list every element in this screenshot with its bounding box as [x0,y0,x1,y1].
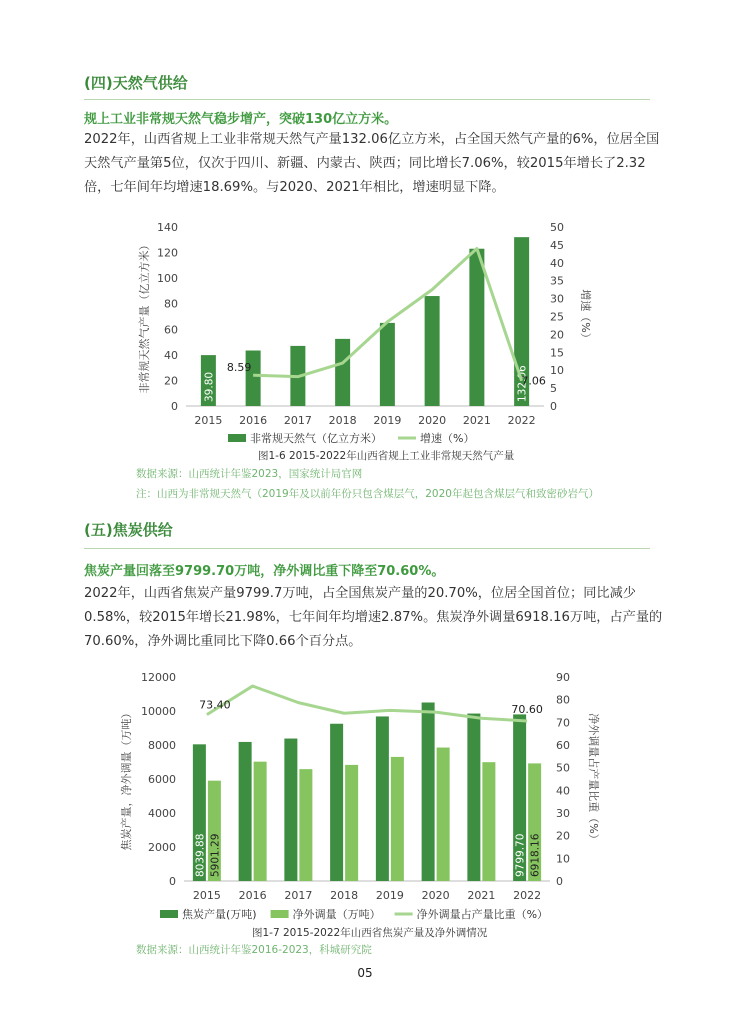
paragraph-line: 倍，七年间年均增速18.69%。与2020、2021年相比，增速明显下降。 [84,180,505,195]
bar [330,724,343,881]
y-right-tick-label: 50 [556,761,570,775]
bar [345,765,358,881]
x-tick-label: 2018 [328,414,357,427]
x-tick-label: 2015 [192,889,221,902]
x-tick-label: 2020 [418,414,447,427]
legend-swatch [160,910,178,918]
section-heading: (五)焦炭供给 [84,521,173,539]
y-right-tick-label: 50 [550,221,564,234]
page-number: 05 [357,966,373,980]
coke-production-chart [118,664,618,936]
bar-data-label: 8039.88 [194,833,207,877]
legend-label: 净外调量占产量比重（%） [416,908,549,921]
paragraph-line: 2022年，山西省规上工业非常规天然气产量132.06亿立方米，占全国天然气产量的6%，位居全国 [84,132,660,147]
data-source: 数据来源：山西统计年鉴2016-2023，科城研究院 [136,944,372,956]
y-tick-label: 8000 [148,739,176,752]
bar-data-label: 39.80 [203,371,216,402]
legend-label: 净外调量（万吨） [292,908,381,921]
paragraph-line: 天然气产量第5位，仅次于四川、新疆、内蒙古、陕西；同比增长7.06%，较2015年增长了2.32 [84,156,646,171]
y-tick-label: 4000 [148,807,176,820]
x-tick-label: 2021 [462,414,491,427]
bar [239,742,252,881]
line-data-label: 70.60 [511,702,543,716]
x-tick-label: 2016 [238,889,267,902]
y-right-tick-label: 10 [556,852,570,866]
bar-data-label: 5901.29 [209,833,222,877]
bar [284,739,297,881]
y-tick-label: 20 [164,374,178,388]
x-tick-label: 2019 [375,889,404,902]
y-tick-label: 6000 [148,773,176,786]
y-right-tick-label: 40 [550,256,564,270]
x-tick-label: 2018 [330,889,359,902]
legend-label: 增速（%） [420,432,475,445]
y-right-tick-label: 10 [550,364,564,378]
data-source: 数据来源：山西统计年鉴2023，国家统计局官网 [136,468,363,480]
bar [376,716,389,881]
y-right-axis-title: 增速（%） [579,289,592,344]
y-axis-title: 焦炭产量，净外调量（万吨） [120,707,133,851]
bar [335,339,350,406]
y-tick-label: 2000 [148,841,176,854]
section-heading: (四)天然气供给 [84,74,188,92]
bar [299,769,312,881]
x-tick-label: 2016 [239,414,268,427]
y-right-tick-label: 45 [550,238,564,252]
bar [467,714,480,881]
y-right-tick-label: 25 [550,310,564,324]
y-right-tick-label: 90 [556,671,570,684]
bar [469,249,484,406]
x-tick-label: 2022 [507,414,536,427]
legend-swatch [271,910,289,918]
legend-label: 焦炭产量(万吨) [182,908,257,921]
line-data-label: 73.40 [199,698,231,712]
section-highlight: 规上工业非常规天然气稳步增产，突破130亿立方米。 [84,112,398,127]
chart-caption: 图1-6 2015-2022年山西省规上工业非常规天然气产量 [258,450,515,462]
y-tick-label: 0 [171,400,178,413]
y-right-tick-label: 60 [556,739,570,752]
y-right-tick-label: 80 [556,693,570,707]
section-divider [84,99,650,100]
y-right-tick-label: 30 [556,807,570,820]
paragraph-line: 70.60%，净外调比重同比下降0.66个百分点。 [84,634,362,649]
y-right-tick-label: 30 [550,292,564,306]
x-tick-label: 2017 [283,414,312,427]
bar [380,323,395,406]
y-tick-label: 140 [157,221,178,234]
y-tick-label: 60 [164,323,178,337]
y-right-tick-label: 15 [550,346,564,360]
y-axis-title: 非常规天然气产量（亿立方米） [138,239,151,394]
section-paragraph [84,128,660,200]
line-data-label: 8.59 [226,361,252,375]
x-tick-label: 2021 [467,889,496,902]
y-tick-label: 0 [169,875,176,888]
bar [422,703,435,882]
paragraph-line: 2022年，山西省焦炭产量9799.7万吨，占全国焦炭产量的20.70%，位居全国首位；同比减少 [84,586,636,601]
bar [425,296,440,406]
line-data-label: 7.06 [521,374,546,388]
y-tick-label: 100 [157,272,178,286]
y-tick-label: 12000 [141,671,176,684]
y-tick-label: 120 [157,246,178,260]
bar-data-label: 9799.70 [514,833,527,877]
bar [254,762,267,881]
y-right-tick-label: 20 [556,829,570,843]
x-tick-label: 2017 [284,889,313,902]
y-right-tick-label: 70 [556,716,570,730]
y-tick-label: 40 [164,348,178,362]
paragraph-line: 0.58%，较2015年增长21.98%，七年间年均增速2.87%。焦炭净外调量6918.16万吨，占产量的 [84,610,663,625]
legend-label: 非常规天然气（亿立方米） [250,432,382,445]
y-right-tick-label: 35 [550,274,564,288]
x-tick-label: 2015 [194,414,223,427]
y-right-tick-label: 0 [550,400,557,413]
y-right-tick-label: 5 [550,382,557,396]
bar-data-label: 132.06 [516,365,529,402]
y-tick-label: 10000 [141,705,176,718]
legend-swatch [228,434,246,442]
y-right-tick-label: 20 [550,328,564,342]
x-tick-label: 2020 [421,889,450,902]
bar [482,762,495,881]
section-paragraph [84,582,663,654]
x-tick-label: 2019 [373,414,402,427]
bar [246,351,261,406]
y-right-axis-title: 净外调量占产量比重（%） [587,713,600,845]
bar [437,748,450,881]
y-right-tick-label: 40 [556,784,570,798]
section-highlight: 焦炭产量回落至9799.70万吨，净外调比重下降至70.60%。 [84,564,445,579]
bar [391,757,404,881]
section-divider [84,548,650,549]
chart-caption: 图1-7 2015-2022年山西省焦炭产量及净外调情况 [252,927,488,939]
y-right-tick-label: 0 [556,875,563,888]
chart-note: 注：山西为非常规天然气（2019年及以前年份只包含煤层气，2020年起包含煤层气和致密砂岩气） [136,488,599,500]
y-tick-label: 80 [164,297,178,311]
bar-data-label: 6918.16 [529,833,542,877]
x-tick-label: 2022 [513,889,542,902]
gas-production-chart [130,215,600,465]
